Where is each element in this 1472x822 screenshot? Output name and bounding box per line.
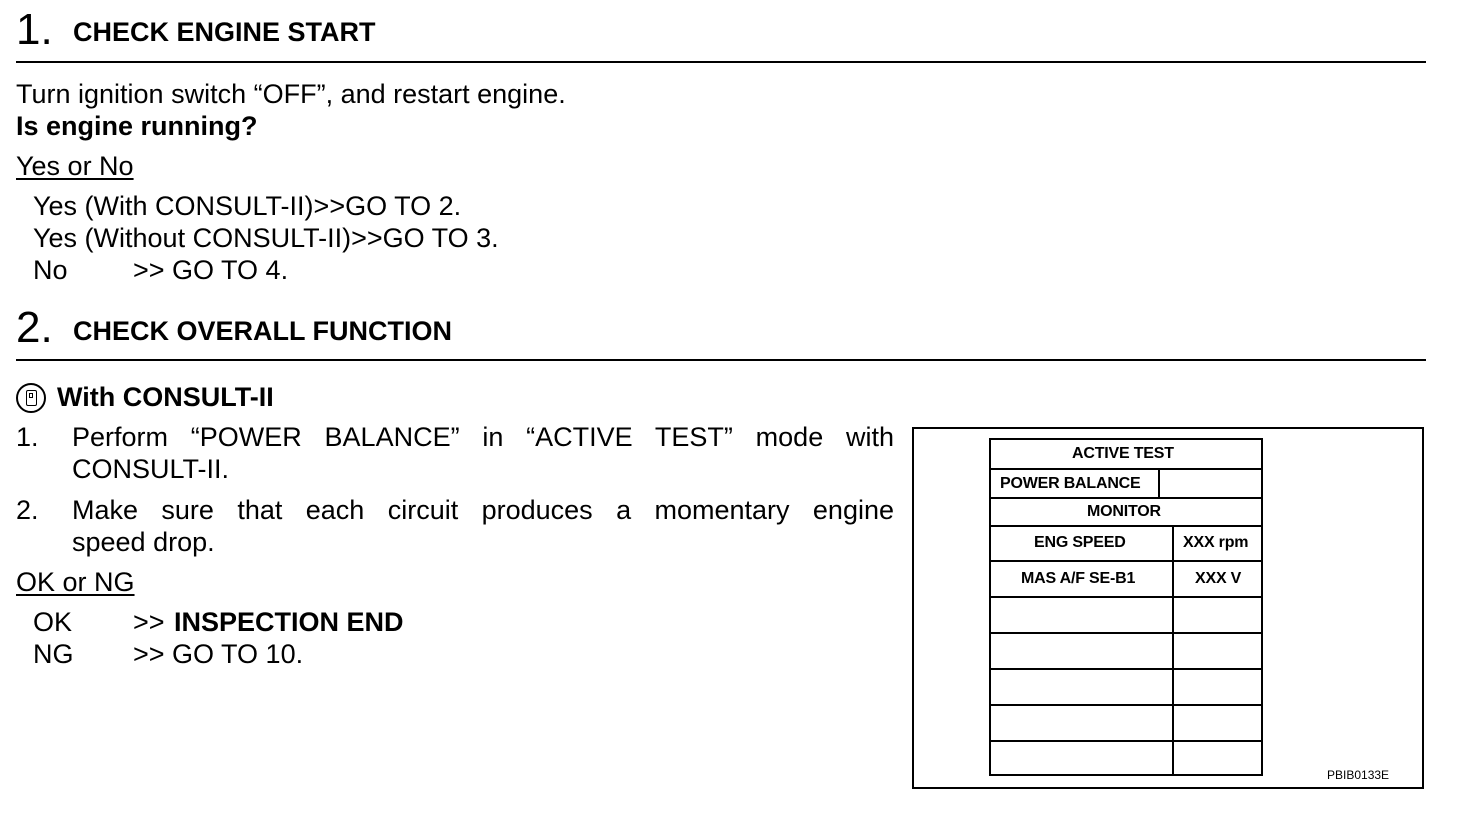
consult-ii-icon [16, 383, 46, 413]
step-1-result-no-action: >> GO TO 4. [133, 255, 289, 285]
screen-row-1-item: ENG SPEED [1034, 534, 1126, 551]
screen-rule-8 [990, 704, 1262, 706]
step-1-instruction: Turn ignition switch “OFF”, and restart engine. [16, 79, 566, 109]
step-2-item-1-number: 1. [16, 422, 39, 452]
step-1-result-yes-no-consult: Yes (Without CONSULT-II)>>GO TO 3. [33, 223, 499, 253]
screen-rule-9 [990, 740, 1262, 742]
step-1-result-yes-consult: Yes (With CONSULT-II)>>GO TO 2. [33, 191, 462, 221]
step-2-answer-heading: OK or NG [16, 567, 135, 597]
step-2-result-ok-action: INSPECTION END [174, 607, 404, 637]
step-2-number: 2. [16, 303, 53, 352]
step-2-result-ok-label: OK [33, 607, 73, 637]
step-2-item-1-line-1: Perform “POWER BALANCE” in “ACTIVE TEST” mode with [72, 422, 894, 452]
figure-code: PBIB0133E [1327, 768, 1390, 782]
screen-test-name: POWER BALANCE [1000, 475, 1141, 492]
step-2-item-2-line-2: speed drop. [72, 527, 215, 557]
consult-device-shape [26, 390, 37, 406]
step-1-question: Is engine running? [16, 111, 258, 141]
step-2-title: CHECK OVERALL FUNCTION [73, 316, 453, 346]
step-2-item-2-number: 2. [16, 495, 39, 525]
screen-title: ACTIVE TEST [1072, 445, 1174, 462]
step-2-item-1-line-2: CONSULT-II. [72, 454, 230, 484]
screen-rule-7 [990, 668, 1262, 670]
consult-screen-shape [29, 393, 33, 398]
screen-divider-monitor [1172, 525, 1174, 775]
screen-rule-3 [990, 525, 1262, 527]
screen-rule-4 [990, 560, 1262, 562]
step-1-number: 1. [16, 5, 53, 54]
screen-row-2-value: XXX V [1195, 570, 1242, 587]
step-2-result-ng-action: >> GO TO 10. [133, 639, 304, 669]
screen-rule-2 [990, 497, 1262, 499]
step-2-result-ng-label: NG [33, 639, 74, 669]
step-1-answer-heading: Yes or No [16, 151, 134, 181]
screen-rule-1 [990, 468, 1262, 470]
screen-monitor-label: MONITOR [1087, 503, 1161, 520]
screen-row-2-item: MAS A/F SE-B1 [1021, 570, 1136, 587]
step-2-divider [16, 359, 1426, 361]
step-2-item-2-line-1: Make sure that each circuit produces a momentary engine [72, 495, 894, 525]
step-1-title: CHECK ENGINE START [73, 17, 376, 47]
step-1-result-no-label: No [33, 255, 68, 285]
step-2-method: With CONSULT-II [57, 382, 274, 412]
screen-rule-5 [990, 596, 1262, 598]
screen-rule-6 [990, 632, 1262, 634]
step-2-result-ok-prefix: >> [133, 607, 165, 637]
step-1-divider [16, 61, 1426, 63]
screen-divider-test [1158, 468, 1160, 498]
screen-row-1-value: XXX rpm [1183, 534, 1249, 551]
